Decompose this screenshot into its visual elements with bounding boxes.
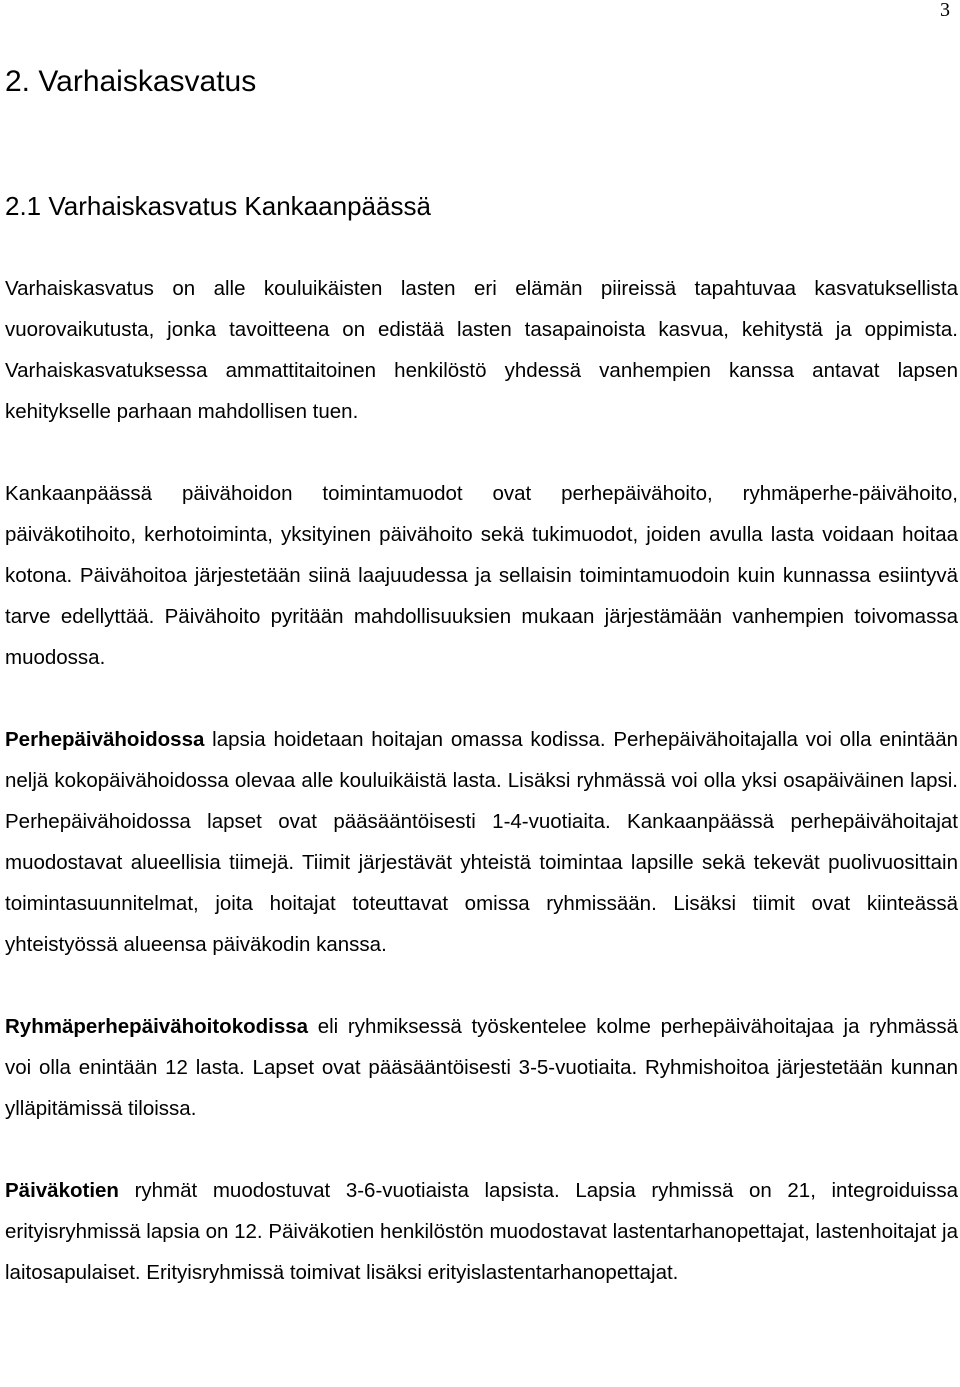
term-family-daycare: Perhepäivähoidossa: [5, 728, 205, 751]
paragraph-family-daycare-text: lapsia hoidetaan hoitajan omassa kodissa. Perhepäivähoitajalla voi olla enintään neljä kokopäivähoidossa olevaa alle kouluikäistä lasta. Lisäksi ryhmässä voi olla yksi osapäiväinen lapsi. Perhepäivähoidossa lapset ovat pääsääntöisesti 1-4-vuotiaita. Kankaanpäässä perhepäivähoitajat muodostavat alueellisia tiimejä. Tiimit järjestävät yhteistä toimintaa lapsille sekä tekevät puolivuosittain toimintasuunnitelmat, joita hoitajat toteuttavat omissa ryhmissään. Lisäksi tiimit ovat kiinteässä yhteistyössä alueensa päiväkodin kanssa.: [5, 728, 958, 956]
paragraph-daycare-centers-text: ryhmät muodostuvat 3-6-vuotiaista lapsista. Lapsia ryhmissä on 21, integroiduissa erityisryhmissä lapsia on 12. Päiväkotien henkilöstön muodostavat lastentarhanopettajat, lastenhoitajat ja laitosapulaiset. Erityisryhmissä toimivat lisäksi erityislastentarhanopettajat.: [5, 1179, 958, 1284]
paragraph-family-daycare: [5, 719, 958, 965]
paragraph-daycare-forms: Kankaanpäässä päivähoidon toimintamuodot ovat perhepäivähoito, ryhmäperhe-päivähoito, päiväkotihoito, kerhotoiminta, yksityinen päivähoito sekä tukimuodot, joiden avulla lasta voidaan hoitaa kotona. Päivähoitoa järjestetään siinä laajuudessa ja sellaisin toimintamuodoin kuin kunnassa esiintyvä tarve edellyttää. Päivähoito pyritään mahdollisuuksien mukaan järjestämään vanhempien toivomassa muodossa.: [5, 482, 958, 669]
chapter-heading: 2. Varhaiskasvatus: [5, 65, 257, 98]
paragraph-daycare-centers: [5, 1170, 958, 1293]
paragraph-group-family-daycare-text: eli ryhmiksessä työskentelee kolme perhepäivähoitajaa ja ryhmässä voi olla enintään 12 lasta. Lapset ovat pääsääntöisesti 3-5-vuotiaita. Ryhmishoitoa järjestetään kunnan ylläpitämissä tiloissa.: [5, 1015, 958, 1120]
page-number: 3: [940, 0, 950, 21]
paragraph-intro: Varhaiskasvatus on alle kouluikäisten lasten eri elämän piireissä tapahtuvaa kasvatuksellista vuorovaikutusta, jonka tavoitteena on edistää lasten tasapainoista kasvua, kehitystä ja oppimista. Varhaiskasvatuksessa ammattitaitoinen henkilöstö yhdessä vanhempien kanssa antavat lapsen kehitykselle parhaan mahdollisen tuen.: [5, 277, 958, 423]
document-body: [5, 60, 958, 1293]
term-daycare-centers: Päiväkotien: [5, 1179, 119, 1202]
term-group-family-daycare: Ryhmäperhepäivähoitokodissa: [5, 1015, 309, 1038]
section-heading: 2.1 Varhaiskasvatus Kankaanpäässä: [5, 191, 431, 221]
paragraph-group-family-daycare: [5, 1006, 958, 1129]
